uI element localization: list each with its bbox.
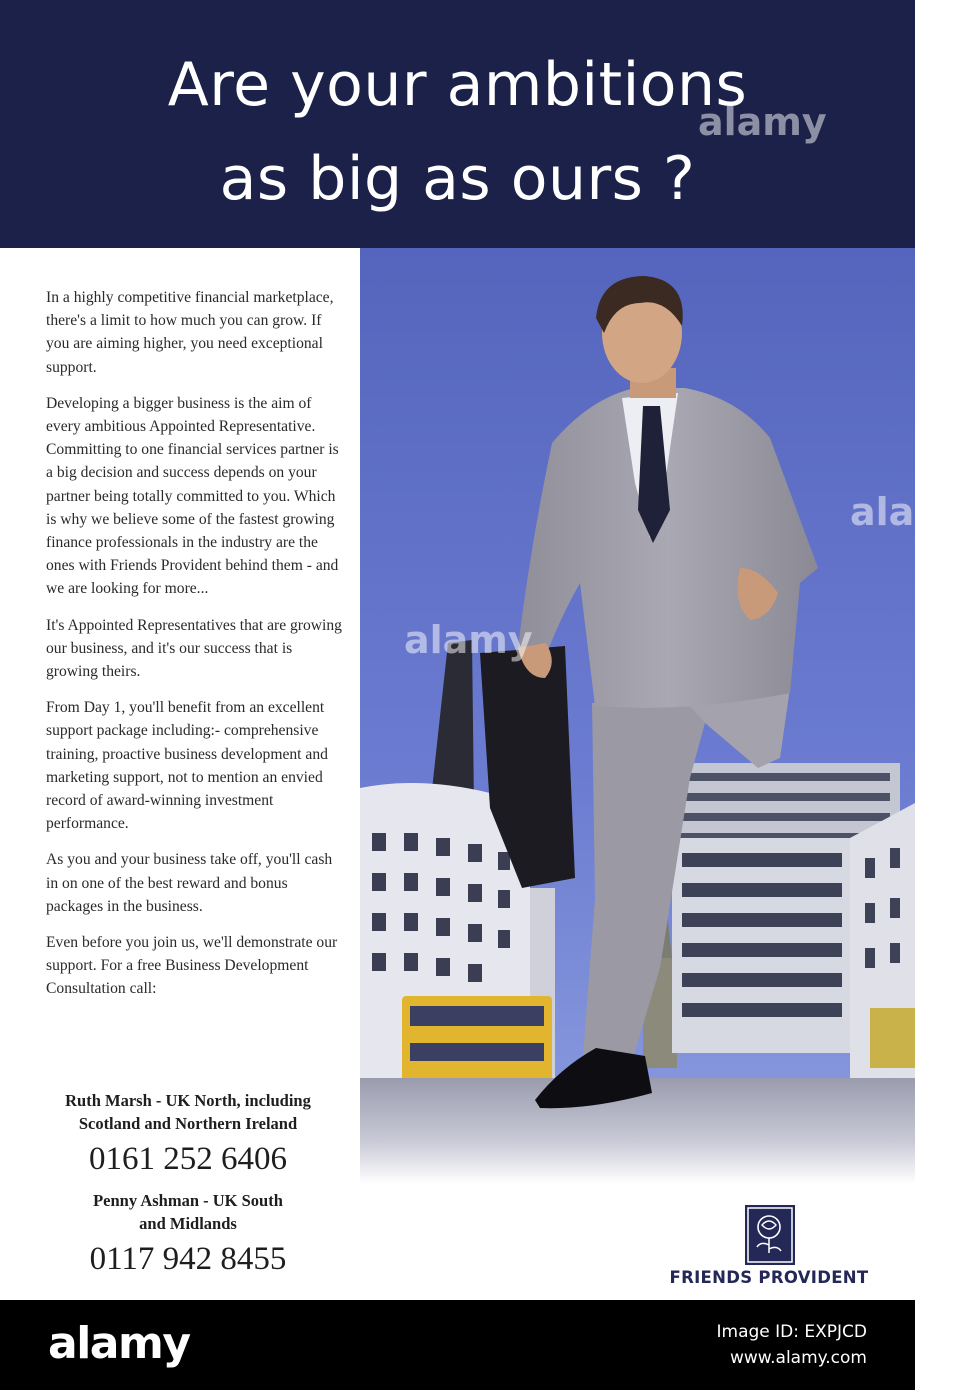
body-paragraph: Even before you join us, we'll demonstrate our support. For a free Business Development Consultation call:: [46, 934, 338, 998]
businessman-city-photo: [360, 248, 915, 1184]
contact-north: [20, 1089, 356, 1179]
footer-url: www.alamy.com: [729, 1348, 867, 1368]
contact-region: Scotland and Northern Ireland: [78, 1114, 298, 1133]
footer-logo: alamy: [48, 1318, 190, 1369]
contact-phone: 0161 252 6406: [89, 1141, 287, 1177]
contact-south: [20, 1189, 356, 1279]
contact-name: Ruth Marsh - UK North, including: [65, 1091, 311, 1110]
image-id: Image ID: EXPJCD: [716, 1322, 867, 1342]
contact-name: Penny Ashman - UK South: [93, 1191, 283, 1210]
watermark: alamy: [404, 618, 533, 662]
body-paragraph: It's Appointed Representatives that are growing our business, and it's our success that is growing theirs.: [46, 616, 342, 681]
rose-logo-icon: [745, 1205, 795, 1265]
body-copy: [46, 286, 346, 1014]
body-paragraph: As you and your business take off, you'll cash in on one of the best reward and bonus packages in the business.: [46, 851, 333, 915]
brand-name: FRIENDS PROVIDENT: [669, 1268, 869, 1287]
headline-line-2: as big as ours ?: [219, 144, 696, 214]
body-paragraph: From Day 1, you'll benefit from an excellent support package including:- comprehensive training, proactive business development and marketing support, not to mention an envied record of award-winning investment performance.: [46, 699, 328, 833]
contact-phone: 0117 942 8455: [89, 1241, 287, 1277]
watermark: alamy: [850, 490, 979, 534]
watermark: alamy: [698, 100, 827, 144]
contact-region: and Midlands: [139, 1214, 237, 1233]
footer-bar: [0, 1300, 915, 1390]
body-paragraph: In a highly competitive financial marketplace, there's a limit to how much you can grow. If you are aiming higher, you need exceptional support.: [46, 289, 334, 376]
body-paragraph: Developing a bigger business is the aim of every ambitious Appointed Representative. Committing to one financial services partner is a big decision and success depends on your partner being totally committed to you. Which is why we believe some of the fastest growing finance professionals in the industry are the ones with Friends Provident behind them - and we are looking for more...: [46, 394, 339, 598]
headline-line-1: Are your ambitions: [167, 50, 748, 120]
